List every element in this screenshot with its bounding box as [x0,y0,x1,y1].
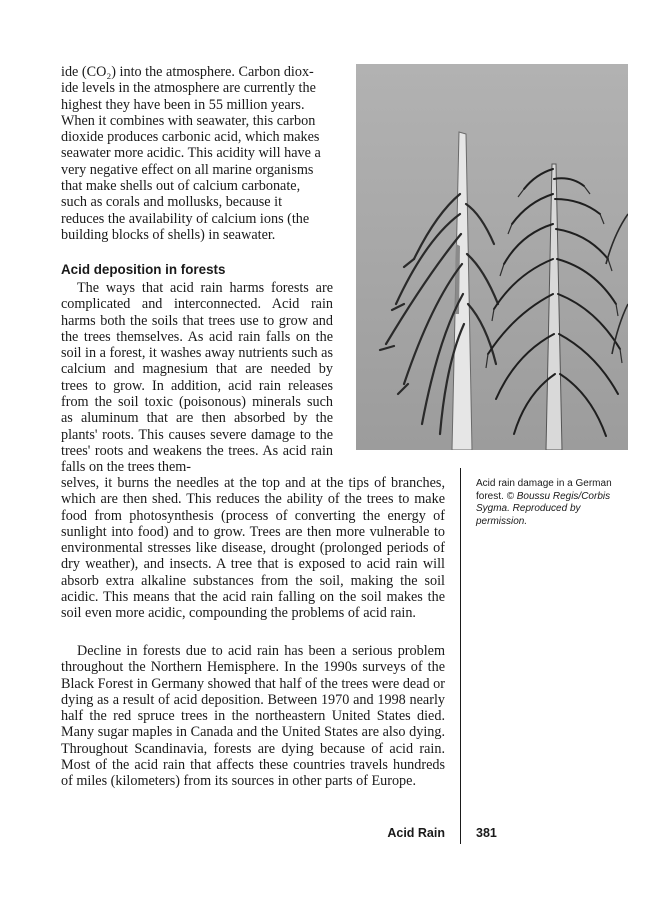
caption-text: Acid rain damage in a German forest. [476,478,612,502]
intro-line: reduces the availability of calcium ions (the [61,210,310,227]
intro-line: ide (CO₂) into the atmosphere. Carbon diox- [61,64,314,80]
dead-trees-illustration [356,64,628,450]
forest-photo [356,64,628,450]
intro-paragraph [61,64,333,243]
intro-line: highest they have been in 55 million years. [61,96,305,113]
intro-line: seawater more acidic. This acidity will have a [61,145,321,162]
intro-line: dioxide produces carbonic acid, which makes [61,129,320,146]
section-heading: Acid deposition in forests [61,262,226,277]
intro-line: When it combines with seawater, this carbon [61,112,316,129]
intro-line: that make shells out of calcium carbonate, [61,178,301,195]
intro-line: such as corals and mollusks, because it [61,194,283,211]
decline-paragraph: Decline in forests due to acid rain has been a serious problem throughout the Northern Hemisphere. In the 1990s surveys of the Black Forest in Germany showed that half of the trees were dead or dying as a result of acid deposition. Between 1970 and 1998 nearly half the red spruce trees in the northeastern United States died. Many sugar maples in Canada and the United States are also dying. Throughout Scandinavia, forests are dying because of acid rain. Most of the acid rain that affects these countries travels hundreds of miles (kilometers) from its sources in other parts of Europe. [61,643,445,790]
page-number: 381 [476,826,497,840]
forests-paragraph-narrow: The ways that acid rain harms forests are complicated and interconnected. Acid rain harms both the soils that trees use to grow and the trees themselves. As acid rain falls on the soil in a forest, it washes away nutrients such as calcium and magnesium that are needed by trees to grow. In addition, acid rain releases from the soil toxic (poisonous) minerals such as aluminum that are then absorbed by the plants' roots. This causes severe damage to the trees' roots and weakens the trees. As acid rain falls on the trees them- [61,280,333,476]
intro-line: very negative effect on all marine organisms [61,161,314,178]
margin-rule [460,468,461,844]
intro-line: building blocks of shells) in seawater. [61,226,276,243]
running-title: Acid Rain [387,826,445,840]
intro-line: ide levels in the atmosphere are currently the [61,80,316,97]
photo-caption [476,478,626,528]
forests-paragraph-wide: selves, it burns the needles at the top and at the tips of branches, which are then shed. This reduces the ability of the trees to make food from photosynthesis (process of converting the energy of sunlight into food) and to grow. Trees are then more vulnerable to environmental stresses like disease, drought (prolonged periods of dry weather), and insects. A tree that is exposed to acid rain will absorb extra alkaline substances from the soil, making the soil acidic. This means that the acid rain falling on the soil makes the soil even more acidic, compounding the problems of acid rain. [61,475,445,622]
caption-credit: © Boussu Regis/Corbis Sygma. Reproduced by permission. [476,490,611,527]
